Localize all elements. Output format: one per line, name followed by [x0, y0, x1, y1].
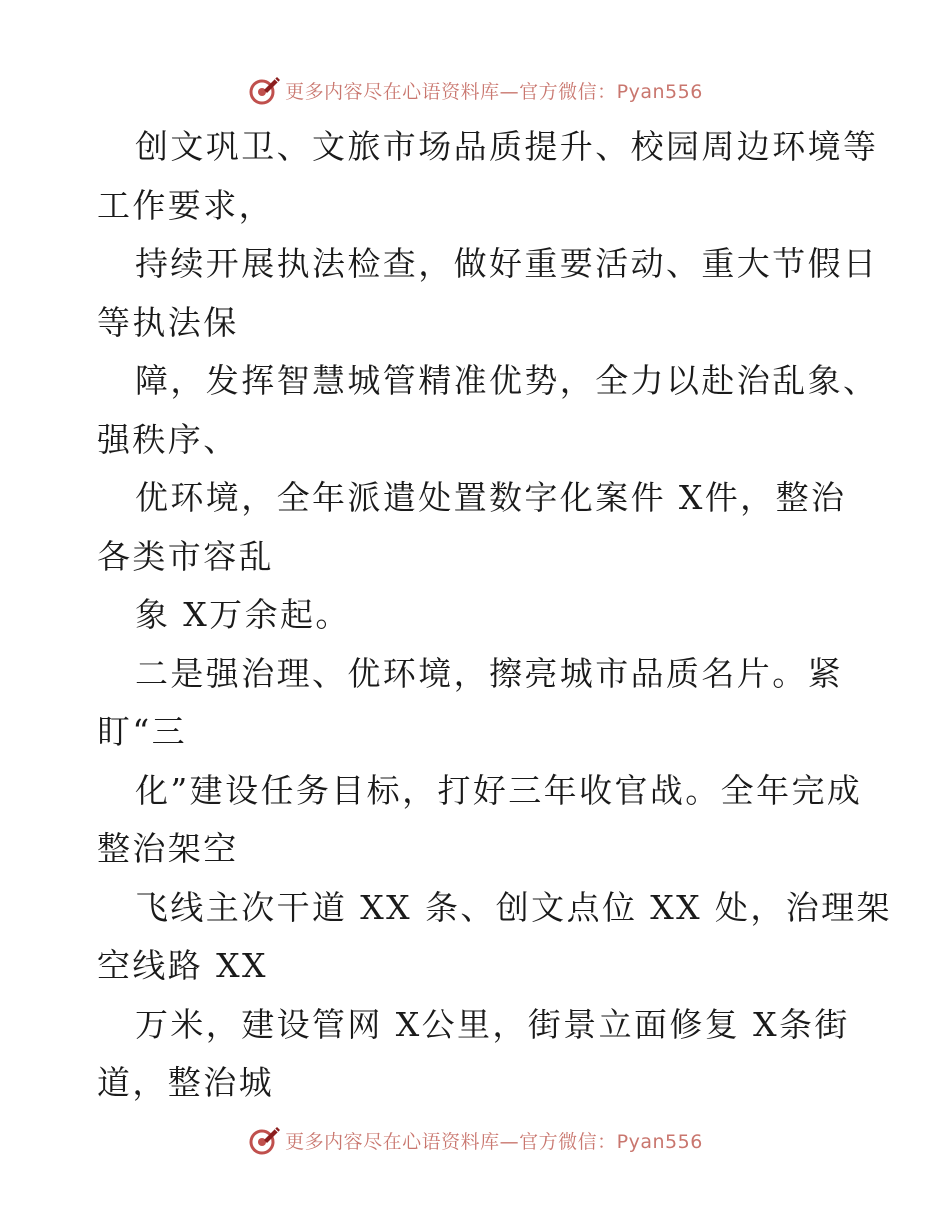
body-line: 象 X万余起。	[135, 595, 351, 634]
body-line: 飞线主次干道 XX 条、创文点位 XX 处，治理架	[135, 887, 892, 927]
body-line: 空线路 XX	[97, 946, 268, 985]
pen-nib-circle-icon	[247, 73, 281, 107]
document-body	[97, 118, 892, 1113]
header-banner	[0, 70, 950, 110]
banner-text: 更多内容尽在心语资料库—官方微信：Pyan556	[285, 1130, 703, 1153]
body-line: 二是强治理、优环境，擦亮城市品质名片。紧	[135, 653, 843, 693]
body-line: 优环境，全年派遣处置数字化案件 X件，整治	[135, 478, 847, 517]
body-line: 化”建设任务目标，打好三年收官战。全年完成	[135, 770, 863, 810]
footer-banner	[0, 1120, 950, 1160]
body-line: 盯“三	[97, 712, 188, 751]
body-line: 强秩序、	[97, 419, 239, 459]
body-line: 整治架空	[97, 829, 239, 868]
pen-nib-circle-icon	[247, 1123, 281, 1157]
body-line: 工作要求，	[97, 185, 274, 225]
body-line: 障，发挥智慧城管精准优势，全力以赴治乱象、	[135, 361, 879, 400]
body-line: 持续开展执法检查，做好重要活动、重大节假日	[135, 244, 879, 283]
body-line: 创文巩卫、文旅市场品质提升、校园周边环境等	[135, 127, 879, 166]
banner-text: 更多内容尽在心语资料库—官方微信：Pyan556	[285, 80, 703, 103]
body-line: 等执法保	[97, 302, 239, 342]
body-line: 万米，建设管网 X公里，街景立面修复 X条街	[135, 1004, 850, 1044]
body-line: 各类市容乱	[97, 536, 274, 576]
body-line: 道，整治城	[97, 1063, 274, 1102]
